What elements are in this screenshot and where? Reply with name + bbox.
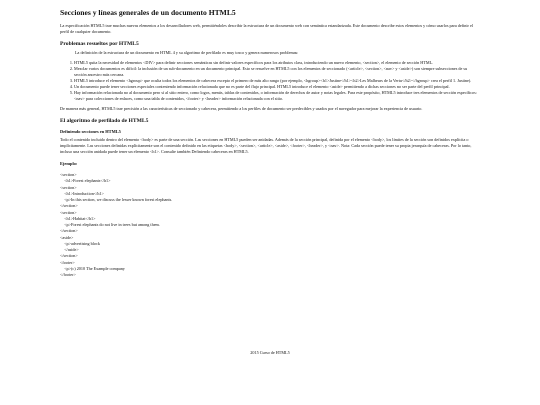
page-title: Secciones y líneas generales de un documento HTML5 <box>60 8 236 17</box>
list-item: 2. Mezclar varios documentos es difícil: la inclusión de un sub-documento en un documento principal. Esto se resuelve en HTML5 con los elementos de seccionado (<article>, <section>, <nav> y <aside>) son siempre subsecciones de su sección ancestro más cercana. <box>74 66 480 78</box>
problems-lead-paragraph: La definición de la estructura de un documento en HTML 4 y su algoritmo de perfilado es muy tosco y genera numerosos problemas: <box>75 50 299 55</box>
code-line: <p>Forest elephants do not live in trees but among them. <box>60 222 160 227</box>
list-item: 3. HTML5 introduce el elemento <hgroup> que oculta todos los elementos de cabecera excepto el primero de más alto rango (por ejemplo, <hgroup><h1>Justine</h1><h2>Les Malheurs de la Vertu</h2></hgroup> crea el perfil 1. Justine). <box>74 78 480 84</box>
code-line: <aside> <box>60 234 74 240</box>
code-line: <section> <box>60 209 77 215</box>
code-line: <p>(c) 2010 The Example company <box>60 265 125 271</box>
code-line: <section> <box>60 184 77 190</box>
section-heading-problems: Problemas resueltos por HTML5 <box>60 41 139 47</box>
subheading-defining-sections: Definiendo secciones en HTML5 <box>60 129 121 134</box>
sections-body-paragraph: Todo el contenido incluido dentro del elemento <body> es parte de una sección. Las secciones en HTML5 pueden ser anidadas. Además de la sección principal, definida por el elemento <body>, los límites de la sección son definidos explícita o implícitamente. Las secciones definidas explícitamente son el contenido definido en las etiquetas <body>, <section>, <article>, <aside>, <footer>, <header>, y <nav>. Nota: Cada sección puede tener su propia jerarquía de cabeceras. Por lo tanto, incluso una sección anidada puede tener un elemento <h1>. Consulte también Definiendo cabeceras en HTML5. <box>60 137 472 154</box>
intro-paragraph: La especificación HTML5 trae muchas nuevas elementos a los desarrolladores web, permitiéndoles describir la estructura de un documento web con semántica estandarizada. Este documento describe estos elementos y cómo usarlos para definir el perfil de cualquier documento. <box>60 23 474 34</box>
example-label: Ejemplo: <box>60 161 78 166</box>
code-line: <h1>Introduction</h1> <box>60 190 104 196</box>
section-heading-algorithm: El algoritmo de perfilado de HTML5 <box>60 118 149 124</box>
code-line: </section> <box>60 228 78 234</box>
problems-list <box>60 60 480 102</box>
code-line: </section> <box>60 203 78 209</box>
list-item: 5. Hay información relacionada no al documento pero sí al sitio entero, como logos, menús, tablas de contenidos, o información de derechos de autor y notas legales. Para este propósito, HTML5 introduce tres elementos de sección específicos: <nav> para colecciones de enlaces, como una tabla de contenidos, <footer> y <header> información relacionada con el sitio. <box>74 90 480 102</box>
list-item: 4. Un documento puede tener secciones especiales conteniendo información relacionada que no es parte del flujo principal. HTML5 introduce el elemento <aside> permitiendo a dichas secciones no ser parte del perfil principal. <box>74 84 480 90</box>
code-line: <footer> <box>60 259 75 265</box>
code-line: </section> <box>60 253 78 259</box>
code-line: <h1>Forest elephants</h1> <box>60 178 111 184</box>
code-line: <section> <box>60 172 77 177</box>
document-content <box>60 8 480 278</box>
page-footer: 2015 Curso de HTML5 <box>250 350 290 355</box>
list-item: 1. HTML5 quita la necesidad de elementos <DIV> para definir secciones semánticas sin definir valores específicos para los atributos class, introduciendo un nuevo elemento, <section>, el elemento de sección HTML. <box>74 60 480 66</box>
code-line: <h1>Habitat</h1> <box>60 215 96 221</box>
code-line: </footer> <box>60 272 76 277</box>
code-example <box>60 172 480 278</box>
problems-closing-paragraph: De manera más general, HTML5 trae precisión a las características de seccionado y cabecera, permitiendo a los perfiles de documento ser predecibles y usados por el navegador para mejorar la experiencia de usuario. <box>60 106 423 111</box>
code-line: <p>In this section, we discuss the lesser known forest elephants. <box>60 197 173 202</box>
code-line: <p>advertising block <box>60 240 100 246</box>
code-line: </aside> <box>60 247 79 252</box>
